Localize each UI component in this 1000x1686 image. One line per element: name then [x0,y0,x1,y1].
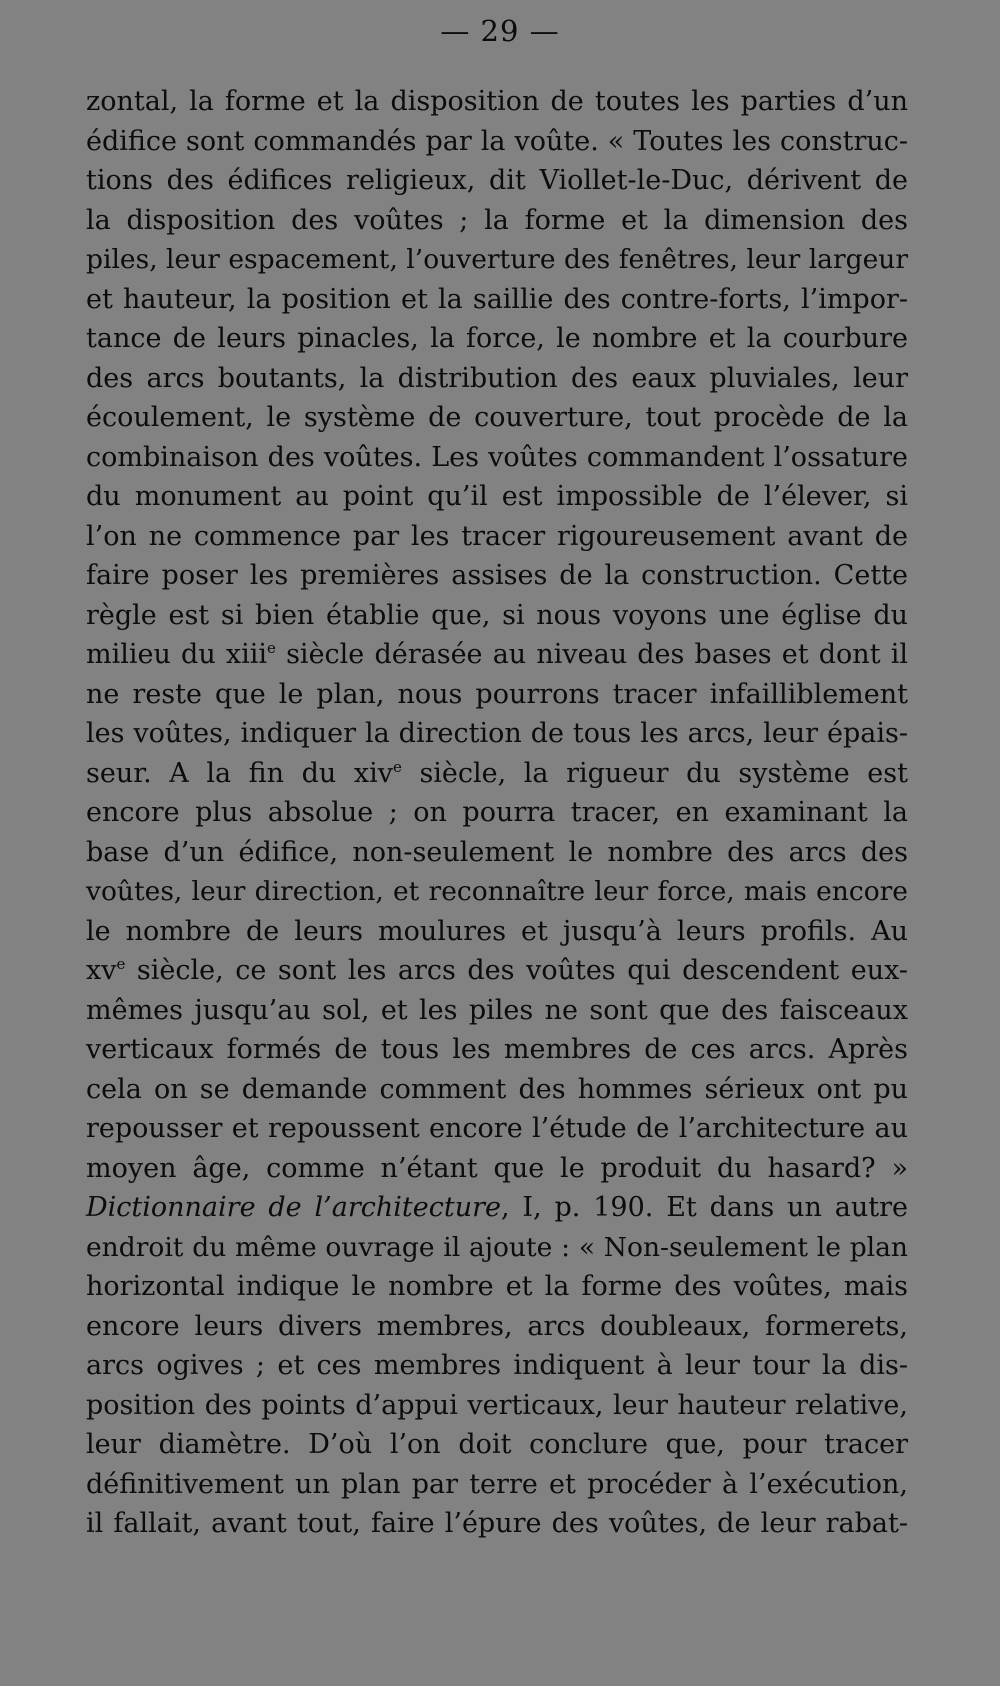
text-line: le nombre de leurs moulures et jusqu’à leurs profils. Au [86,915,908,947]
text-line: définitivement un plan par terre et procéder à l’exécution, [86,1468,908,1500]
text-line: il fallait, avant tout, faire l’épure des voûtes, de leur rabat- [86,1508,908,1539]
text-line: édifice sont commandés par la voûte. « Toutes les construc- [86,125,908,157]
text-fragment: , I, p. 190. Et dans un autre [500,1192,908,1223]
text-fragment: siècle, la rigueur du système est [401,757,908,789]
text-line [86,1188,908,1228]
text-line [86,951,908,991]
text-line: règle est si bien établie que, si nous voyons une église du [86,599,908,631]
text-fragment: xv [86,955,117,986]
text-line: tance de leurs pinacles, la force, le nombre et la courbure [86,323,908,354]
text-line: la disposition des voûtes ; la forme et la dimension des [86,204,908,236]
text-fragment: seur. A la fin du xiv [86,757,393,789]
superscript: e [116,955,126,973]
text-line: voûtes, leur direction, et reconnaître leur force, mais encore [86,876,908,907]
text-fragment: siècle, ce sont les arcs des voûtes qui descendent eux- [125,955,908,986]
text-line: écoulement, le système de couverture, tout procède de la [86,402,908,433]
page-number: — 29 — [440,14,560,48]
text-line: des arcs boutants, la distribution des eaux pluviales, leur [86,362,908,394]
text-line: faire poser les premières assises de la construction. Cette [86,560,908,591]
book-title: Dictionnaire de l’architecture [86,1192,501,1223]
text-line: ne reste que le plan, nous pourrons tracer infailliblement [86,678,908,710]
text-line: du monument au point qu’il est impossible de l’élever, si [86,481,908,512]
text-fragment: siècle dérasée au niveau des bases et dont il [275,639,908,670]
text-line: encore plus absolue ; on pourra tracer, en examinant la [86,797,908,828]
text-line: combinaison des voûtes. Les voûtes commandent l’ossature [86,441,908,473]
text-line: cela on se demande comment des hommes sérieux ont pu [86,1073,908,1105]
text-line [86,635,908,675]
text-line [86,754,908,794]
text-line: les voûtes, indiquer la direction de tous les arcs, leur épais- [86,718,908,749]
text-line: l’on ne commence par les tracer rigoureusement avant de [86,520,908,552]
body-text [86,82,908,1544]
text-line: horizontal indique le nombre et la forme des voûtes, mais [86,1271,908,1302]
text-line: endroit du même ouvrage il ajoute : « Non-seulement le plan [86,1231,908,1263]
text-line: zontal, la forme et la disposition de toutes les parties d’un [86,86,908,117]
text-line: repousser et repoussent encore l’étude de l’architecture au [86,1113,908,1144]
text-line: piles, leur espacement, l’ouverture des fenêtres, leur largeur [86,244,909,275]
text-line: leur diamètre. D’où l’on doit conclure que, pour tracer [86,1429,908,1460]
text-line: et hauteur, la position et la saillie des contre-forts, l’impor- [86,283,908,315]
text-line: mêmes jusqu’au sol, et les piles ne sont que des faisceaux [86,994,908,1026]
text-line: encore leurs divers membres, arcs doubleaux, formerets, [86,1310,908,1342]
text-line: arcs ogives ; et ces membres indiquent à leur tour la dis- [86,1350,908,1381]
superscript: e [392,757,402,776]
text-line: position des points d’appui verticaux, leur hauteur relative, [86,1389,908,1421]
text-line: moyen âge, comme n’étant que le produit du hasard? » [86,1152,908,1184]
text-fragment: milieu du xiii [86,639,268,670]
superscript: e [267,639,276,657]
text-line: base d’un édifice, non-seulement le nombre des arcs des [86,836,908,868]
text-line: tions des édifices religieux, dit Viollet-le-Duc, dérivent de [86,165,908,196]
text-line: verticaux formés de tous les membres de ces arcs. Après [86,1034,908,1065]
